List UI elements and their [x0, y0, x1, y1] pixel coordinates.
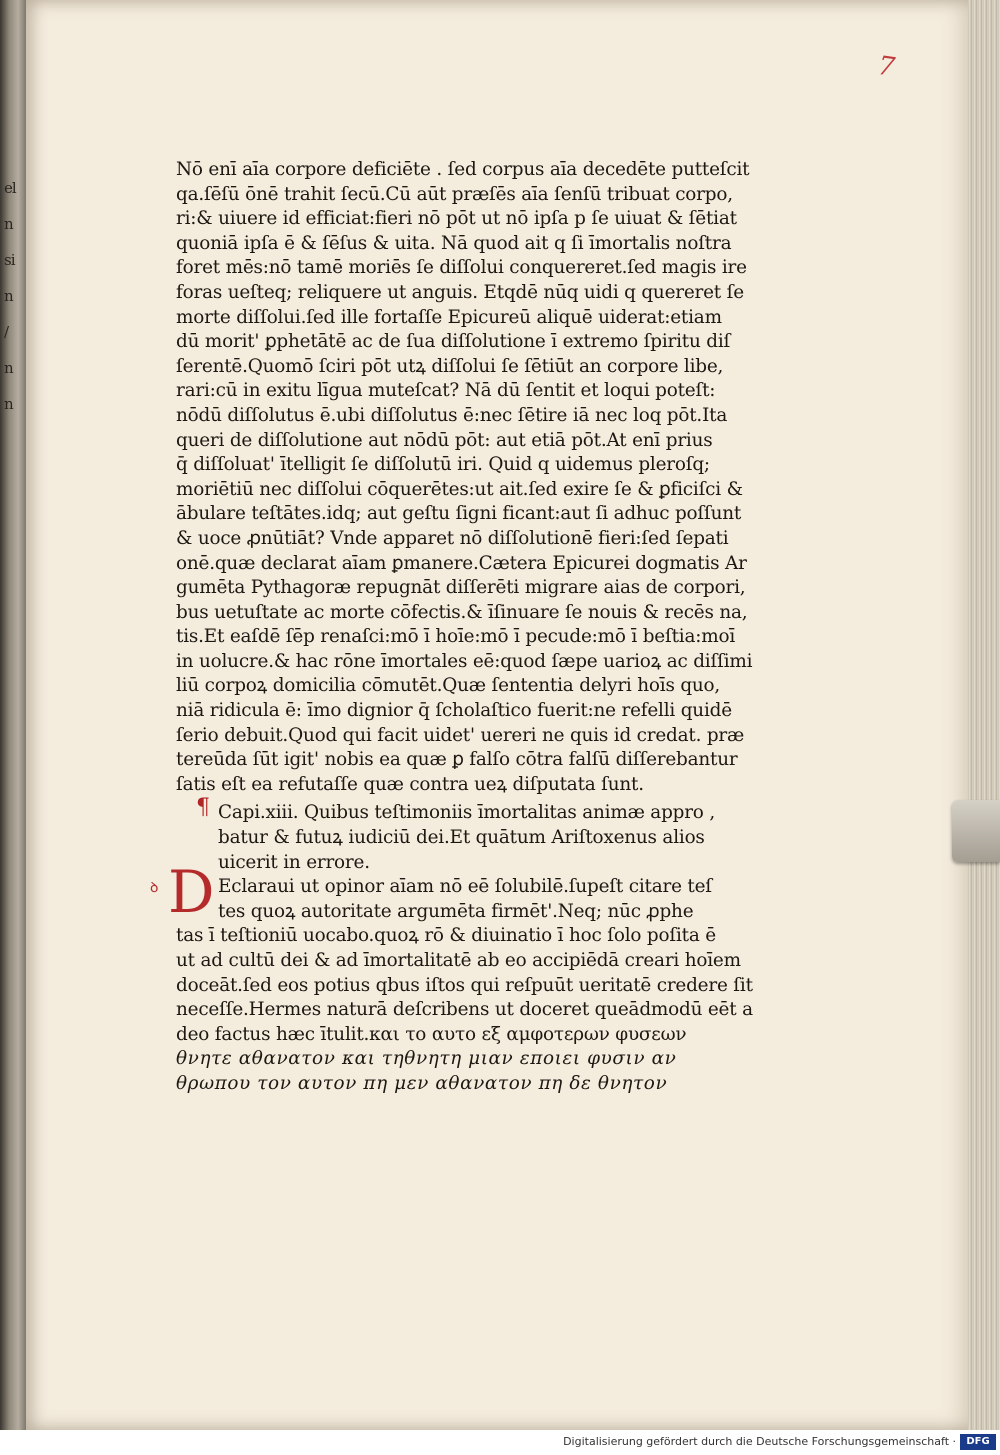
text-line: gumēta Pythagoræ repugnāt diſſerēti migrare aias de corpori,	[176, 577, 746, 599]
paragraph-one	[176, 158, 766, 797]
text-line: bus uetuſtate ac morte cōfectis.& īſinuare ſe nouis & recēs na,	[176, 601, 748, 623]
text-line: ſatis eſt ea refutaſſe quæ contra ueꝝ diſputata ſunt.	[176, 773, 644, 795]
text-line: deo factus hæc ītulit.και το αυτο εξ αμφοτερων φυσεων	[176, 1023, 687, 1045]
text-line: quoniā ipſa ē & ſēſus & uita. Nā quod ait q ſi īmortalis noſtra	[176, 232, 732, 254]
text-line: queri de diſſolutione aut nōdū pōt: aut etiā pōt.At enī prius	[176, 429, 713, 451]
rubricated-initial: D	[168, 858, 215, 926]
text-line: ābulare teſtātes.idq; aut geſtu ſigni ficant:aut ſi adhuc poſſunt	[176, 503, 742, 525]
paragraph-two	[176, 875, 766, 1096]
text-line: ut ad cultū dei & ad īmortalitatē ab eo accipiēdā creari hoīem	[176, 950, 741, 971]
paragraph-mark-icon: ¶	[196, 795, 210, 820]
dfg-logo: DFG	[960, 1434, 996, 1450]
text-line: onē.quæ declarat aīam ꝑmanere.Cætera Epicurei dogmatis Ar	[176, 552, 747, 574]
heading-line: uicerit in errore.	[218, 851, 370, 873]
text-line: rari:cū in exitu līgua muteſcat? Nā dū ſentit et loqui poteſt:	[176, 380, 716, 402]
text-line: qa.ſēſū ōnē trahit ſecū.Cū aūt præſēs aīa ſenſū tribuat corpo,	[176, 183, 733, 205]
footer-bar	[0, 1430, 1000, 1455]
text-line: ſerio debuit.Quod qui facit uidet' uereri ne quis id credat. præ	[176, 724, 745, 746]
text-line: morte diſſolui.ſed ille fortaſſe Epicureū aliquē uiderat:etiam	[176, 306, 722, 328]
page-stack-edge	[968, 0, 1000, 1430]
folio-number: 7	[875, 50, 897, 84]
text-line: tes quoꝝ autoritate argumēta firmēt'.Neq; nūc ꝓphe	[218, 900, 694, 922]
guide-letter: ꝺ	[150, 880, 159, 896]
text-line: nōdū diſſolutus ē.ubi diſſolutus ē:nec ſētire iā nec loq pōt.Ita	[176, 404, 728, 426]
text-line: ri:& uiuere id efficiat:fieri nō pōt ut nō ipſa p ſe uiuat & ſētiat	[176, 208, 737, 230]
text-line: Nō enī aīa corpore deficiēte . ſed corpus aīa decedēte putteſcit	[176, 159, 750, 180]
text-line: in uolucre.& hac rōne īmortales eē:quod ſæpe uarioꝝ ac diſſimi	[176, 650, 753, 672]
text-line: dū morit' ꝑphetātē ac de ſua diſſolutione ī extremo ſpiritu diſ	[176, 331, 731, 353]
text-line: θρωπου τον αυτον πη μεν αθανατον πη δε θνητον	[176, 1072, 668, 1094]
text-line: foras ueſteq; reliquere ut anguis. Etqdē nūq uidi q quereret ſe	[176, 281, 744, 303]
text-line: foret mēs:nō tamē moriēs ſe diſſolui conquereret.ſed magis ire	[176, 257, 747, 279]
text-line: tis.Et eaſdē ſēp renaſci:mō ī hoīe:mō ī pecude:mō ī beſtia:moī	[176, 626, 736, 648]
text-line: tas ī teſtioniū uocabo.quoꝝ rō & diuinatio ī hoc ſolo poſita ē	[176, 925, 716, 947]
text-line: & uoce ꝓnūtiāt? Vnde apparet nō diſſolutionē fieri:ſed ſepati	[176, 527, 729, 549]
text-line: Eclaraui ut opinor aīam nō eē ſolubilē.ſupeſt citare teſ	[218, 876, 712, 898]
page-clip	[952, 800, 1000, 862]
text-line: neceſſe.Hermes naturā deſcribens ut doceret queādmodū eēt a	[176, 999, 753, 1021]
text-line: tereūda ſūt igit' nobis ea quæ ꝑ falſo cōtra falſū diſſerebantur	[176, 749, 738, 771]
left-page-fragment: el n si n / n n	[4, 179, 16, 413]
main-text-block	[176, 158, 766, 1097]
heading-line: Capi.xiii. Quibus teſtimoniis īmortalitas animæ appro ,	[218, 802, 715, 824]
text-line: niā ridicula ē: īmo dignior q̄ ſcholaſtico fuerit:ne refelli quidē	[176, 700, 732, 722]
text-line: moriētiū nec diſſolui cōquerētes:ut ait.ſed exire ſe & ꝑficiſci &	[176, 478, 743, 500]
text-line: θνητε αθανατον και τηθνητη μιαν εποιει φυσιν αν	[176, 1048, 677, 1070]
funding-credit: Digitalisierung gefördert durch die Deutsche Forschungsgemeinschaft ·	[563, 1435, 956, 1448]
text-line: ſerentē.Quomō ſciri pōt utꝝ diſſolui ſe ſētiūt an corpore libe,	[176, 355, 724, 377]
text-line: q̄ diſſoluat' ītelligit ſe diſſolutū iri. Quid q uidemus pleroſq;	[176, 454, 710, 476]
left-page-edge	[0, 0, 26, 1430]
chapter-heading	[176, 801, 766, 875]
text-line: doceāt.ſed eos potius qbus iſtos qui reſpuūt ueritatē credere ſit	[176, 974, 753, 996]
text-line: liū corpoꝝ domicilia cōmutēt.Quæ ſententia delyri hoīs quo,	[176, 675, 721, 697]
heading-line: batur & futuꝝ iudiciū dei.Et quātum Ariſtoxenus alios	[218, 827, 705, 849]
